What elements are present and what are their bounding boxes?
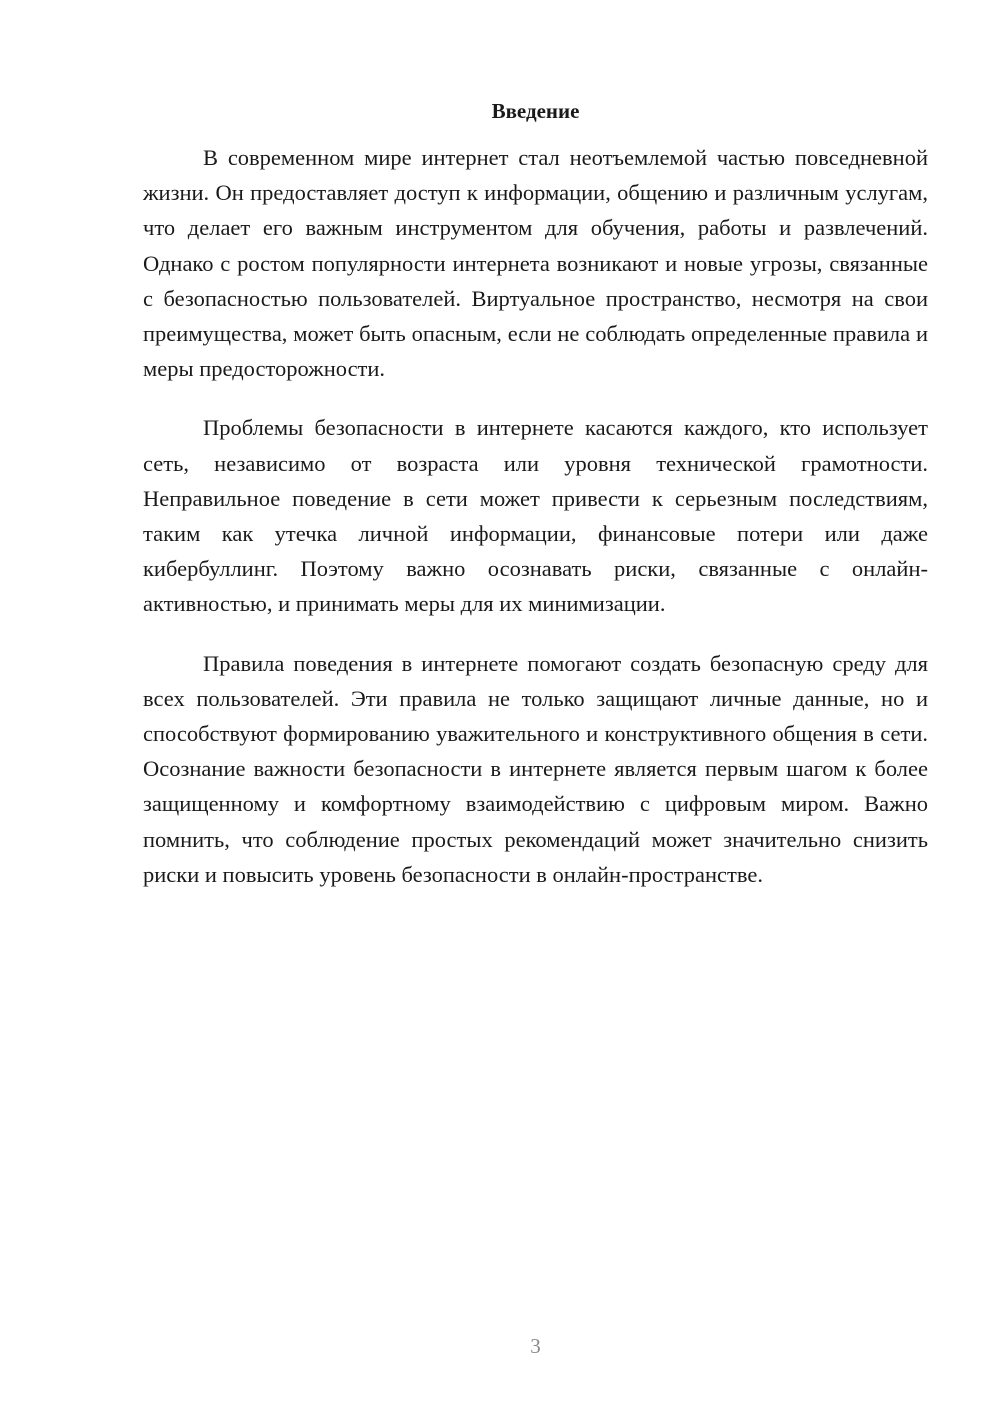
paragraph-2: Проблемы безопасности в интернете касаются каждого, кто использует сеть, независимо от возраста или уровня технической грамотности. Неправильное поведение в сети может привести к серьезным последствиям, таким как утечка личной информации, финансовые потери или даже кибербуллинг. Поэтому важно осознавать риски, связанные с онлайн-активностью, и принимать меры для их минимизации. <box>143 415 928 617</box>
paragraph-3: Правила поведения в интернете помогают создать безопасную среду для всех пользователей. Эти правила не только защищают личные данные, но и способствуют формированию уважительного и конструктивного общения в сети. Осознание важности безопасности в интернете является первым шагом к более защищенному и комфортному взаимодействию с цифровым миром. Важно помнить, что соблюдение простых рекомендаций может значительно снизить риски и повысить уровень безопасности в онлайн-пространстве. <box>143 650 928 887</box>
paragraph-1: В современном мире интернет стал неотъемлемой частью повседневной жизни. Он предоставляет доступ к информации, общению и различным услугам, что делает его важным инструментом для обучения, работы и развлечений. Однако с ростом популярности интернета возникают и новые угрозы, связанные с безопасностью пользователей. Виртуальное пространство, несмотря на свои преимущества, может быть опасным, если не соблюдать определенные правила и меры предосторожности. <box>143 145 928 382</box>
page-content <box>143 96 928 916</box>
section-heading: Введение <box>491 99 580 123</box>
page-number: 3 <box>530 1334 541 1358</box>
